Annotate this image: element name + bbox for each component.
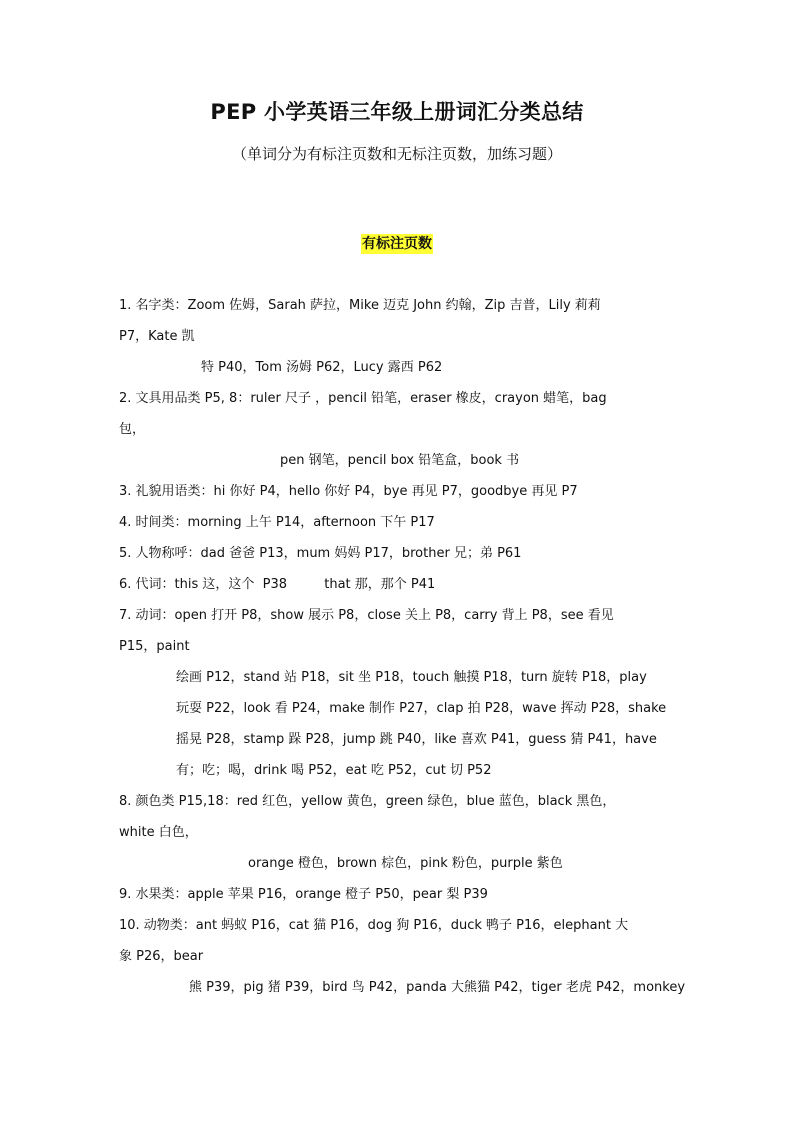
list-item-continuation: 绘画 P12，stand 站 P18，sit 坐 P18，touch 触摸 P18，turn 旋转 P18，play — [176, 670, 647, 685]
list-item-continuation: 摇晃 P28，stamp 跺 P28，jump 跳 P40，like 喜欢 P41，guess 猜 P41，have — [176, 732, 657, 747]
page-subtitle: （单词分为有标注页数和无标注页数，加练习题） — [231, 145, 562, 163]
list-item: 3. 礼貌用语类：hi 你好 P4，hello 你好 P4，bye 再见 P7，goodbye 再见 P7 — [119, 484, 578, 499]
list-item-continuation: orange 橙色，brown 棕色，pink 粉色，purple 紫色 — [248, 856, 563, 871]
list-item-continuation: P7，Kate 凯 — [119, 329, 195, 344]
list-item-continuation: 有；吃；喝，drink 喝 P52，eat 吃 P52，cut 切 P52 — [176, 763, 492, 778]
section-heading-wrap — [0, 233, 794, 254]
list-item-continuation: 玩耍 P22，look 看 P24，make 制作 P27，clap 拍 P28，wave 挥动 P28，shake — [176, 701, 667, 716]
page-title: PEP 小学英语三年级上册词汇分类总结 — [210, 100, 584, 124]
list-item: 7. 动词：open 打开 P8，show 展示 P8，close 关上 P8，carry 背上 P8，see 看见 — [119, 608, 614, 623]
list-item: 8. 颜色类 P15,18：red 红色，yellow 黄色，green 绿色，blue 蓝色，black 黑色， — [119, 794, 616, 809]
list-item-continuation: white 白色， — [119, 825, 198, 840]
list-item: 9. 水果类：apple 苹果 P16，orange 橙子 P50，pear 梨 P39 — [119, 887, 488, 902]
list-item-continuation: pen 钢笔，pencil box 铅笔盒，book 书 — [280, 453, 520, 468]
list-item: 1. 名字类：Zoom 佐姆，Sarah 萨拉，Mike 迈克 John 约翰，Zip 吉普，Lily 莉莉 — [119, 298, 601, 313]
list-item: 10. 动物类：ant 蚂蚁 P16，cat 猫 P16，dog 狗 P16，duck 鸭子 P16，elephant 大 — [119, 918, 629, 933]
list-item: 2. 文具用品类 P5, 8：ruler 尺子 ，pencil 铅笔，eraser 橡皮，crayon 蜡笔，bag — [119, 391, 607, 406]
list-item-continuation: 熊 P39，pig 猪 P39，bird 鸟 P42，panda 大熊猫 P42，tiger 老虎 P42，monkey — [189, 980, 686, 995]
list-item-continuation: P15，paint — [119, 639, 190, 654]
list-item: 5. 人物称呼：dad 爸爸 P13，mum 妈妈 P17，brother 兄；弟 P61 — [119, 546, 522, 561]
list-item: 6. 代词：this 这，这个 P38 that 那，那个 P41 — [119, 577, 436, 592]
list-item-continuation: 象 P26，bear — [119, 949, 204, 964]
list-item-continuation: 包， — [119, 422, 146, 437]
list-item: 4. 时间类：morning 上午 P14，afternoon 下午 P17 — [119, 515, 435, 530]
list-item-continuation: 特 P40，Tom 汤姆 P62，Lucy 露西 P62 — [201, 360, 443, 375]
vocabulary-list — [119, 290, 686, 1003]
section-heading: 有标注页数 — [362, 236, 432, 252]
